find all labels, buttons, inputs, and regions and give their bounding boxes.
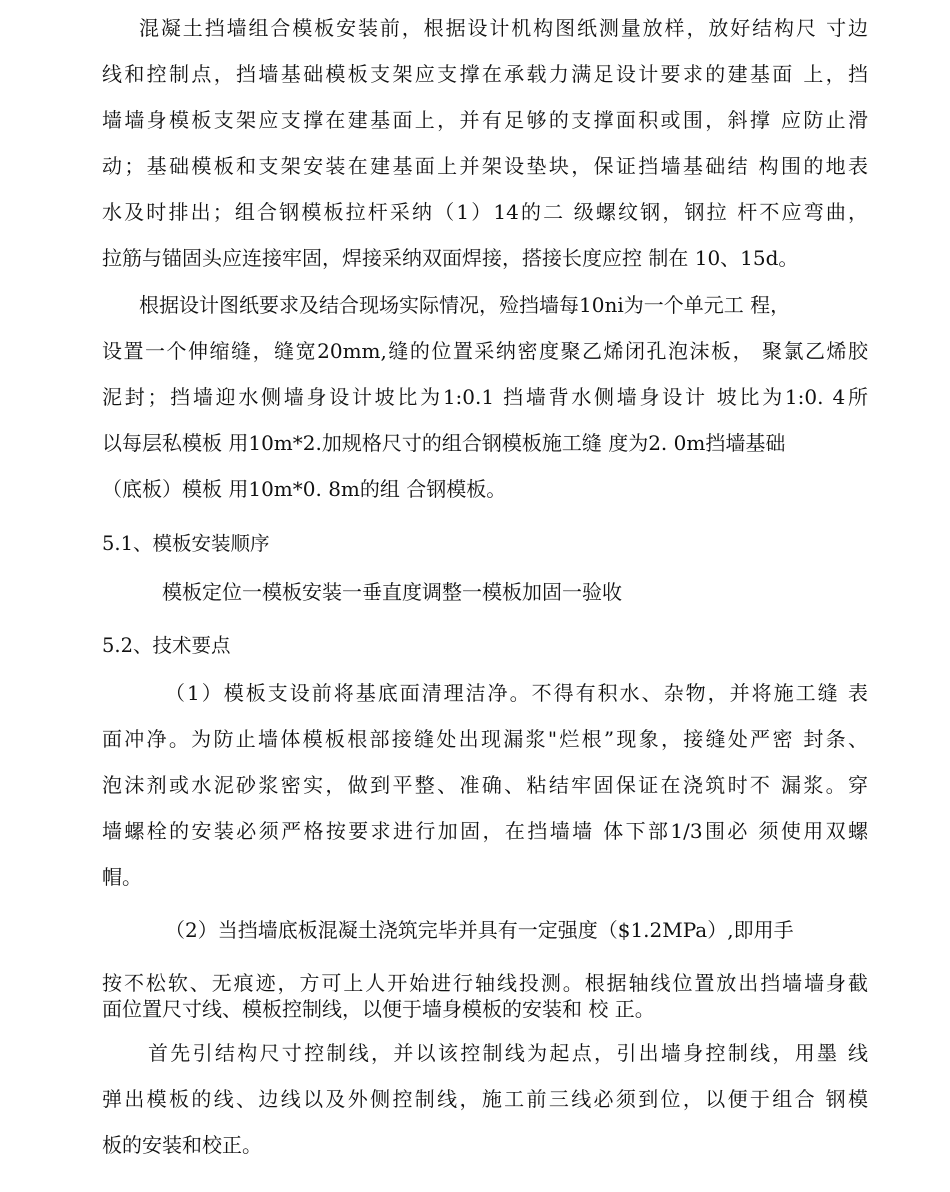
item-1-line-4: 墙螺栓的安装必须严格按要求进行加固，在挡墙墙 体下部1/3围必 须使用双螺	[102, 819, 868, 843]
section-5-1-flow: 模板定位一模板安装一垂直度调整一模板加固一验收	[162, 580, 622, 604]
item-2-line-2: 按不松软、无痕迹，方可上人开始进行轴线投测。根据轴线位置放出挡墙墙身截	[102, 971, 868, 995]
section-5-1-heading: 5.1、模板安装顺序	[102, 532, 270, 555]
item-2-line-1: （2）当挡墙底板混凝土浇筑完毕并具有一定强度（$1.2MPa）,即用手	[165, 918, 794, 942]
paragraph-2-line-2: 设置一个伸缩缝，缝宽20mm,缝的位置采纳密度聚乙烯闭孔泡沫板， 聚氯乙烯胶	[102, 339, 868, 363]
paragraph-3-line-2: 弹出模板的线、边线以及外侧控制线，施工前三线必须到位，以便于组合 钢模	[102, 1087, 868, 1111]
paragraph-3-line-1: 首先引结构尺寸控制线，并以该控制线为起点，引出墙身控制线，用墨 线	[148, 1041, 868, 1065]
paragraph-2-line-3: 泥封；挡墙迎水侧墙身设计坡比为1:0.1 挡墙背水侧墙身设计 坡比为1:0. 4所	[102, 385, 868, 409]
section-5-2-heading: 5.2、技术要点	[102, 634, 231, 657]
paragraph-2-line-1: 根据设计图纸要求及结合现场实际情况，殓挡墙每10ni为一个单元工 程，	[139, 293, 791, 317]
paragraph-2-line-4: 以每层私模板 用10m*2.加规格尺寸的组合钢模板施工缝 度为2. 0m挡墙基础	[102, 431, 786, 455]
item-1-line-5: 帽。	[102, 865, 142, 889]
item-1-line-1: （1）模板支设前将基底面清理洁净。不得有积水、杂物，并将施工缝 表	[165, 681, 868, 705]
item-2-line-3: 面位置尺寸线、模板控制线，以便于墙身模板的安装和 校 正。	[102, 997, 655, 1021]
paragraph-1-line-4: 动；基础模板和支架安装在建基面上并架设垫块，保证挡墙基础结 构围的地表	[102, 154, 868, 178]
paragraph-1-line-6: 拉筋与锚固头应连接牢固，焊接采纳双面焊接，搭接长度应控 制在 10、15d。	[102, 246, 799, 270]
paragraph-2-line-5: （底板）模板 用10m*0. 8m的组 合钢模板。	[102, 477, 507, 501]
paragraph-3-line-3: 板的安装和校正。	[102, 1133, 262, 1157]
item-1-line-3: 泡沫剂或水泥砂浆密实，做到平整、准确、粘结牢固保证在浇筑时不 漏浆。穿	[102, 773, 868, 797]
paragraph-1-line-2: 线和控制点，挡墙基础模板支架应支撑在承载力满足设计要求的建基面 上，挡	[102, 62, 868, 86]
item-1-line-2: 面冲净。为防止墙体模板根部接缝处出现漏浆"烂根”现象，接缝处严密 封条、	[102, 727, 868, 751]
paragraph-1-line-5: 水及时排出；组合钢模板拉杆采纳（1）14的二 级螺纹钢，钢拉 杆不应弯曲，	[102, 200, 868, 224]
paragraph-1-line-3: 墙墙身模板支架应支撑在建基面上，并有足够的支撑面积或围，斜撑 应防止滑	[102, 108, 868, 132]
paragraph-1-line-1: 混凝土挡墙组合模板安装前，根据设计机构图纸测量放样，放好结构尺 寸边	[139, 16, 868, 40]
